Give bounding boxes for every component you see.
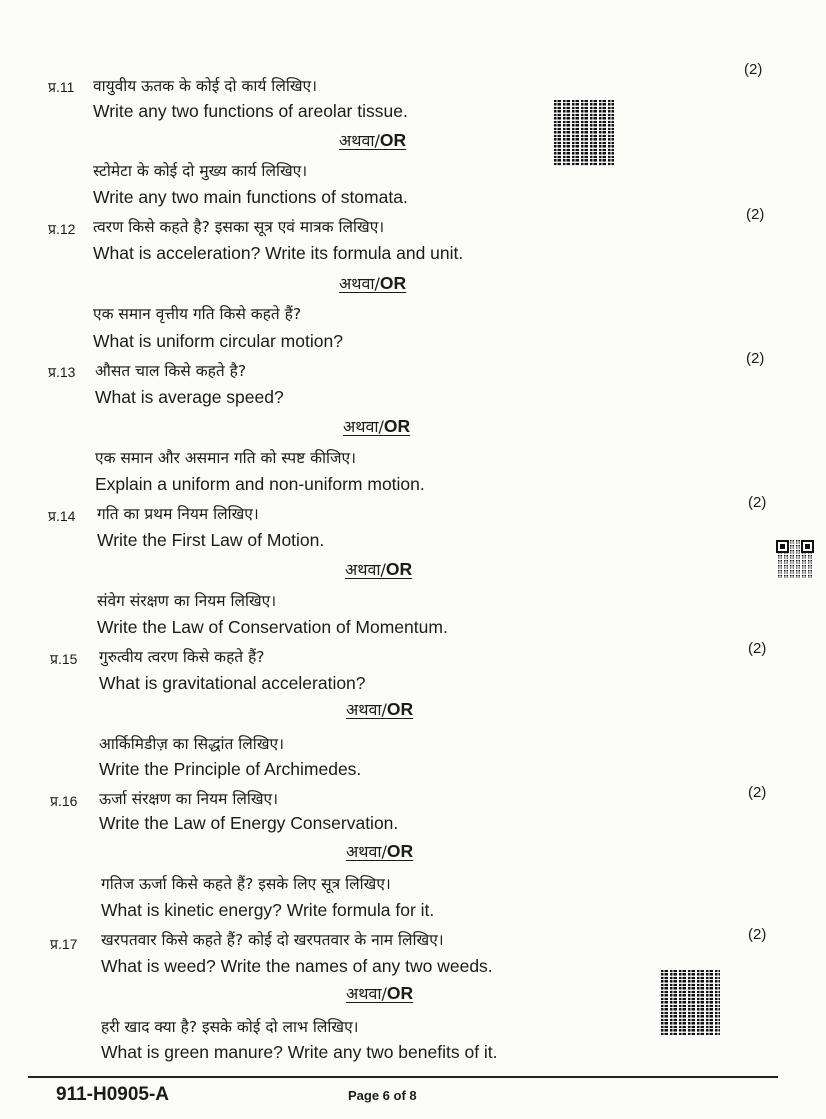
marks: (2)	[748, 640, 767, 657]
or-separator: अथवा/OR	[346, 983, 414, 1003]
question-text-hindi: गुरुत्वीय त्वरण किसे कहते हैं?	[99, 648, 265, 666]
question-text-hindi: त्वरण किसे कहते है? इसका सूत्र एवं मात्रक लिखिए।	[93, 218, 385, 236]
question-number: प्र.16	[50, 793, 78, 809]
question-text-hindi: ऊर्जा संरक्षण का नियम लिखिए।	[99, 790, 278, 808]
alternate-question-english: Explain a uniform and non-uniform motion.	[95, 474, 425, 494]
alternate-question-english: What is uniform circular motion?	[93, 331, 343, 351]
or-separator: अथवा/OR	[345, 559, 413, 579]
question-number: प्र.17	[50, 936, 78, 952]
or-separator: अथवा/OR	[343, 416, 411, 436]
alternate-question-hindi: एक समान और असमान गति को स्पष्ट कीजिए।	[95, 449, 356, 467]
alternate-question-hindi: हरी खाद क्या है? इसके कोई दो लाभ लिखिए।	[101, 1018, 359, 1036]
question-text-english: Write any two functions of areolar tissue.	[93, 101, 408, 121]
question-text-hindi: औसत चाल किसे कहते है?	[95, 362, 247, 380]
question-text-hindi: गति का प्रथम नियम लिखिए।	[97, 505, 259, 523]
question-text-english: What is gravitational acceleration?	[99, 673, 366, 693]
qr-code-icon	[776, 540, 814, 578]
question-text-english: What is acceleration? Write its formula and unit.	[93, 243, 464, 263]
page-number: Page 6 of 8	[348, 1088, 417, 1103]
question-number: प्र.13	[48, 364, 76, 380]
paper-code: 911-H0905-A	[56, 1084, 170, 1105]
alternate-question-english: Write the Principle of Archimedes.	[99, 759, 362, 779]
alternate-question-english: Write any two main functions of stomata.	[93, 187, 408, 207]
question-text-english: What is weed? Write the names of any two weeds.	[101, 956, 493, 976]
question-text-hindi: वायुवीय ऊतक के कोई दो कार्य लिखिए।	[93, 77, 317, 95]
marks: (2)	[748, 784, 767, 801]
marks: (2)	[746, 206, 765, 223]
question-number: प्र.12	[48, 221, 76, 237]
question-text-english: Write the Law of Energy Conservation.	[99, 813, 399, 833]
alternate-question-hindi: आर्किमिडीज़ का सिद्धांत लिखिए।	[99, 735, 284, 753]
marks: (2)	[748, 926, 767, 943]
alternate-question-hindi: एक समान वृत्तीय गति किसे कहते हैं?	[93, 305, 302, 323]
alternate-question-english: What is kinetic energy? Write formula for it.	[101, 900, 435, 920]
security-code-icon	[552, 100, 614, 166]
question-number: प्र.15	[50, 651, 78, 667]
alternate-question-hindi: संवेग संरक्षण का नियम लिखिए।	[97, 592, 277, 610]
marks: (2)	[744, 61, 763, 78]
alternate-question-english: What is green manure? Write any two benefits of it.	[101, 1042, 498, 1062]
marks: (2)	[748, 494, 767, 511]
alternate-question-hindi: गतिज ऊर्जा किसे कहते हैं? इसके लिए सूत्र लिखिए।	[101, 875, 391, 893]
question-text-english: Write the First Law of Motion.	[97, 530, 325, 550]
footer-divider	[28, 1076, 778, 1078]
security-code-icon	[659, 970, 720, 1035]
question-text-english: What is average speed?	[95, 387, 284, 407]
or-separator: अथवा/OR	[339, 130, 407, 150]
or-separator: अथवा/OR	[346, 841, 414, 861]
or-separator: अथवा/OR	[339, 273, 407, 293]
alternate-question-english: Write the Law of Conservation of Momentum.	[97, 617, 448, 637]
question-number: प्र.11	[48, 79, 75, 95]
question-text-hindi: खरपतवार किसे कहते हैं? कोई दो खरपतवार के नाम लिखिए।	[101, 931, 444, 949]
alternate-question-hindi: स्टोमेटा के कोई दो मुख्य कार्य लिखिए।	[93, 162, 308, 180]
question-number: प्र.14	[48, 508, 76, 524]
or-separator: अथवा/OR	[346, 699, 414, 719]
marks: (2)	[746, 350, 765, 367]
